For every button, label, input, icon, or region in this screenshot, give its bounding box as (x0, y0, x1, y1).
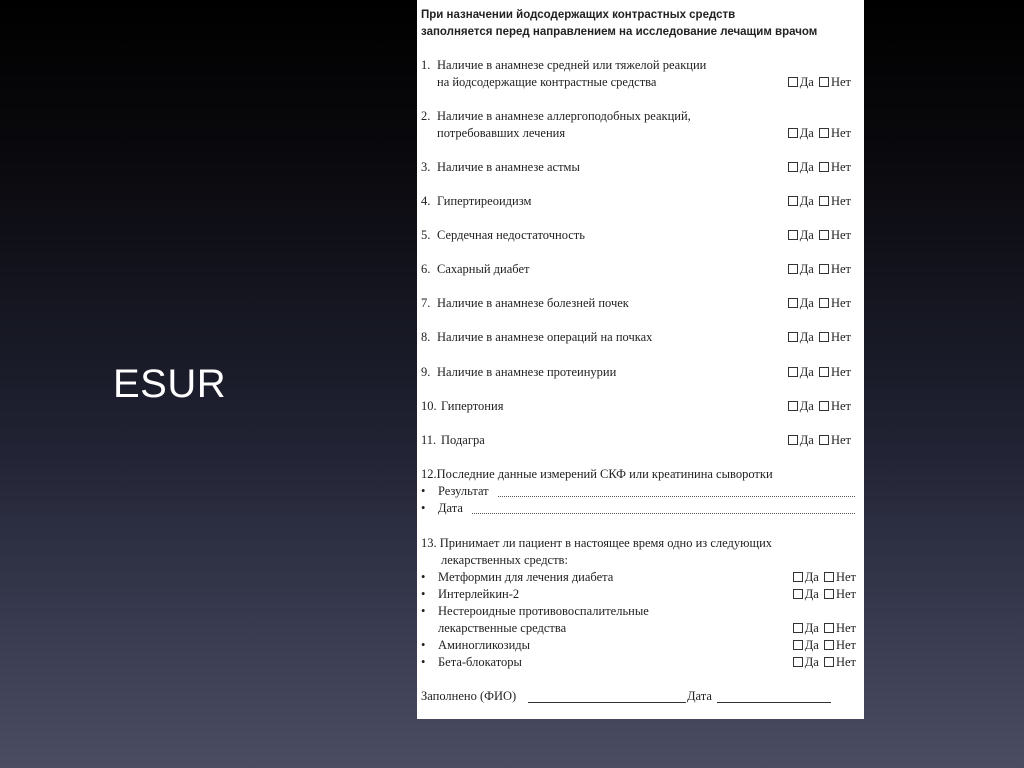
yes-label: Да (799, 296, 814, 310)
question-text: Сахарный диабет (437, 262, 530, 276)
question-text: Гипертония (441, 399, 504, 413)
question-2 (421, 108, 859, 140)
question-number: 8. (421, 330, 431, 344)
yes-label: Да (799, 262, 814, 276)
yes-checkbox[interactable] (788, 435, 798, 445)
drug-item: Аминогликозиды (438, 638, 531, 652)
question-6 (421, 261, 859, 278)
yes-label: Да (799, 365, 814, 379)
yes-checkbox[interactable] (793, 657, 803, 667)
question-text: Гипертиреоидизм (437, 194, 532, 208)
yes-checkbox[interactable] (793, 640, 803, 650)
questionnaire-form (417, 0, 864, 719)
result-label: Результат (438, 484, 489, 498)
no-checkbox[interactable] (819, 77, 829, 87)
no-checkbox[interactable] (819, 298, 829, 308)
yes-checkbox[interactable] (788, 264, 798, 274)
question-number: 5. (421, 228, 431, 242)
form-header-line-2: заполняется перед направлением на исследование лечащим врачом (421, 26, 818, 38)
yes-checkbox[interactable] (788, 162, 798, 172)
question-1 (421, 57, 859, 89)
yes-label: Да (799, 194, 814, 208)
bullet-icon: • (421, 501, 426, 515)
date-input-line[interactable] (472, 513, 855, 514)
drug-item-line-1: Нестероидные противовоспалительные (438, 604, 649, 618)
yes-checkbox[interactable] (793, 623, 803, 633)
no-checkbox[interactable] (819, 230, 829, 240)
bullet-icon: • (421, 655, 426, 669)
no-checkbox[interactable] (819, 196, 829, 206)
yes-label: Да (804, 587, 819, 601)
yes-no-choice (785, 125, 851, 142)
question-text-line-1: Наличие в анамнезе аллергоподобных реакций, (437, 109, 691, 123)
no-label: Нет (830, 194, 851, 208)
question-number: 7. (421, 296, 431, 310)
question-9 (421, 364, 859, 381)
yes-checkbox[interactable] (788, 367, 798, 377)
question-text: Наличие в анамнезе протеинурии (437, 365, 617, 379)
question-text: Наличие в анамнезе операций на почках (437, 330, 653, 344)
yes-label: Да (804, 655, 819, 669)
question-12-title: 12.Последние данные измерений СКФ или креатинина сыворотки (421, 467, 773, 481)
yes-label: Да (799, 330, 814, 344)
question-text: Наличие в анамнезе болезней почек (437, 296, 629, 310)
question-3 (421, 159, 859, 176)
yes-label: Да (799, 228, 814, 242)
yes-checkbox[interactable] (788, 401, 798, 411)
yes-no-choice (785, 227, 851, 244)
question-number: 3. (421, 160, 431, 174)
no-label: Нет (830, 433, 851, 447)
result-input-line[interactable] (498, 496, 855, 497)
no-checkbox[interactable] (819, 367, 829, 377)
question-5 (421, 227, 859, 244)
yes-no-choice (790, 654, 856, 671)
question-text: Подагра (441, 433, 485, 447)
bullet-icon: • (421, 604, 426, 618)
no-checkbox[interactable] (819, 128, 829, 138)
question-number: 10. (421, 399, 437, 413)
no-label: Нет (835, 570, 856, 584)
no-label: Нет (830, 228, 851, 242)
form-header (421, 7, 861, 41)
yes-no-choice (790, 586, 856, 603)
filled-by-label: Заполнено (ФИО) (421, 689, 517, 703)
question-number: 11. (421, 433, 437, 447)
no-checkbox[interactable] (824, 572, 834, 582)
yes-checkbox[interactable] (788, 230, 798, 240)
no-label: Нет (830, 399, 851, 413)
question-number: 1. (421, 58, 431, 72)
question-text: Сердечная недостаточность (437, 228, 585, 242)
yes-checkbox[interactable] (788, 298, 798, 308)
filled-by-input-line[interactable] (528, 702, 686, 703)
yes-checkbox[interactable] (788, 196, 798, 206)
no-checkbox[interactable] (824, 640, 834, 650)
no-checkbox[interactable] (819, 401, 829, 411)
question-number: 9. (421, 365, 431, 379)
question-text-line-2: на йодсодержащие контрастные средства (437, 75, 657, 89)
question-text-line-1: Наличие в анамнезе средней или тяжелой реакции (437, 58, 707, 72)
question-8 (421, 329, 859, 346)
no-label: Нет (835, 638, 856, 652)
question-text: Наличие в анамнезе астмы (437, 160, 580, 174)
no-checkbox[interactable] (819, 332, 829, 342)
no-label: Нет (830, 330, 851, 344)
no-checkbox[interactable] (819, 435, 829, 445)
yes-no-choice (790, 637, 856, 654)
no-label: Нет (830, 75, 851, 89)
no-label: Нет (830, 296, 851, 310)
question-number: 2. (421, 109, 431, 123)
bullet-icon: • (421, 570, 426, 584)
yes-no-choice (785, 398, 851, 415)
no-label: Нет (835, 655, 856, 669)
yes-no-choice (790, 569, 856, 586)
question-text-line-2: потребовавших лечения (437, 126, 566, 140)
question-7 (421, 295, 859, 312)
yes-no-choice (785, 159, 851, 176)
question-11 (421, 432, 859, 449)
yes-label: Да (799, 399, 814, 413)
no-checkbox[interactable] (824, 657, 834, 667)
bullet-icon: • (421, 484, 426, 498)
question-10 (421, 398, 859, 415)
yes-label: Да (804, 638, 819, 652)
drug-item: Метформин для лечения диабета (438, 570, 614, 584)
footer-date-input-line[interactable] (717, 702, 831, 703)
yes-no-choice (790, 620, 856, 637)
yes-checkbox[interactable] (788, 332, 798, 342)
no-checkbox[interactable] (824, 623, 834, 633)
bullet-icon: • (421, 587, 426, 601)
bullet-icon: • (421, 638, 426, 652)
yes-label: Да (799, 75, 814, 89)
no-checkbox[interactable] (824, 589, 834, 599)
yes-no-choice (785, 432, 851, 449)
slide-title: ESUR (113, 362, 227, 406)
yes-checkbox[interactable] (793, 589, 803, 599)
question-number: 6. (421, 262, 431, 276)
yes-no-choice (785, 74, 851, 91)
no-label: Нет (830, 365, 851, 379)
yes-checkbox[interactable] (788, 77, 798, 87)
no-label: Нет (830, 262, 851, 276)
yes-no-choice (785, 261, 851, 278)
yes-label: Да (804, 570, 819, 584)
yes-no-choice (785, 329, 851, 346)
no-checkbox[interactable] (819, 264, 829, 274)
question-4 (421, 193, 859, 210)
yes-no-choice (785, 364, 851, 381)
question-13-title-line-2: лекарственных средств: (441, 553, 568, 567)
yes-no-choice (785, 295, 851, 312)
drug-item-line-2: лекарственные средства (438, 621, 567, 635)
yes-label: Да (799, 126, 814, 140)
footer-date-label: Дата (687, 689, 712, 703)
yes-no-choice (785, 193, 851, 210)
drug-item: Бета-блокаторы (438, 655, 522, 669)
question-13-title-line-1: 13. Принимает ли пациент в настоящее время одно из следующих (421, 536, 773, 550)
yes-label: Да (799, 433, 814, 447)
yes-checkbox[interactable] (793, 572, 803, 582)
no-label: Нет (835, 587, 856, 601)
no-label: Нет (830, 126, 851, 140)
no-label: Нет (830, 160, 851, 174)
yes-label: Да (804, 621, 819, 635)
yes-checkbox[interactable] (788, 128, 798, 138)
question-number: 4. (421, 194, 431, 208)
no-label: Нет (835, 621, 856, 635)
drug-item: Интерлейкин-2 (438, 587, 520, 601)
form-header-line-1: При назначении йодсодержащих контрастных средств (421, 9, 736, 21)
yes-label: Да (799, 160, 814, 174)
no-checkbox[interactable] (819, 162, 829, 172)
date-label: Дата (438, 501, 463, 515)
